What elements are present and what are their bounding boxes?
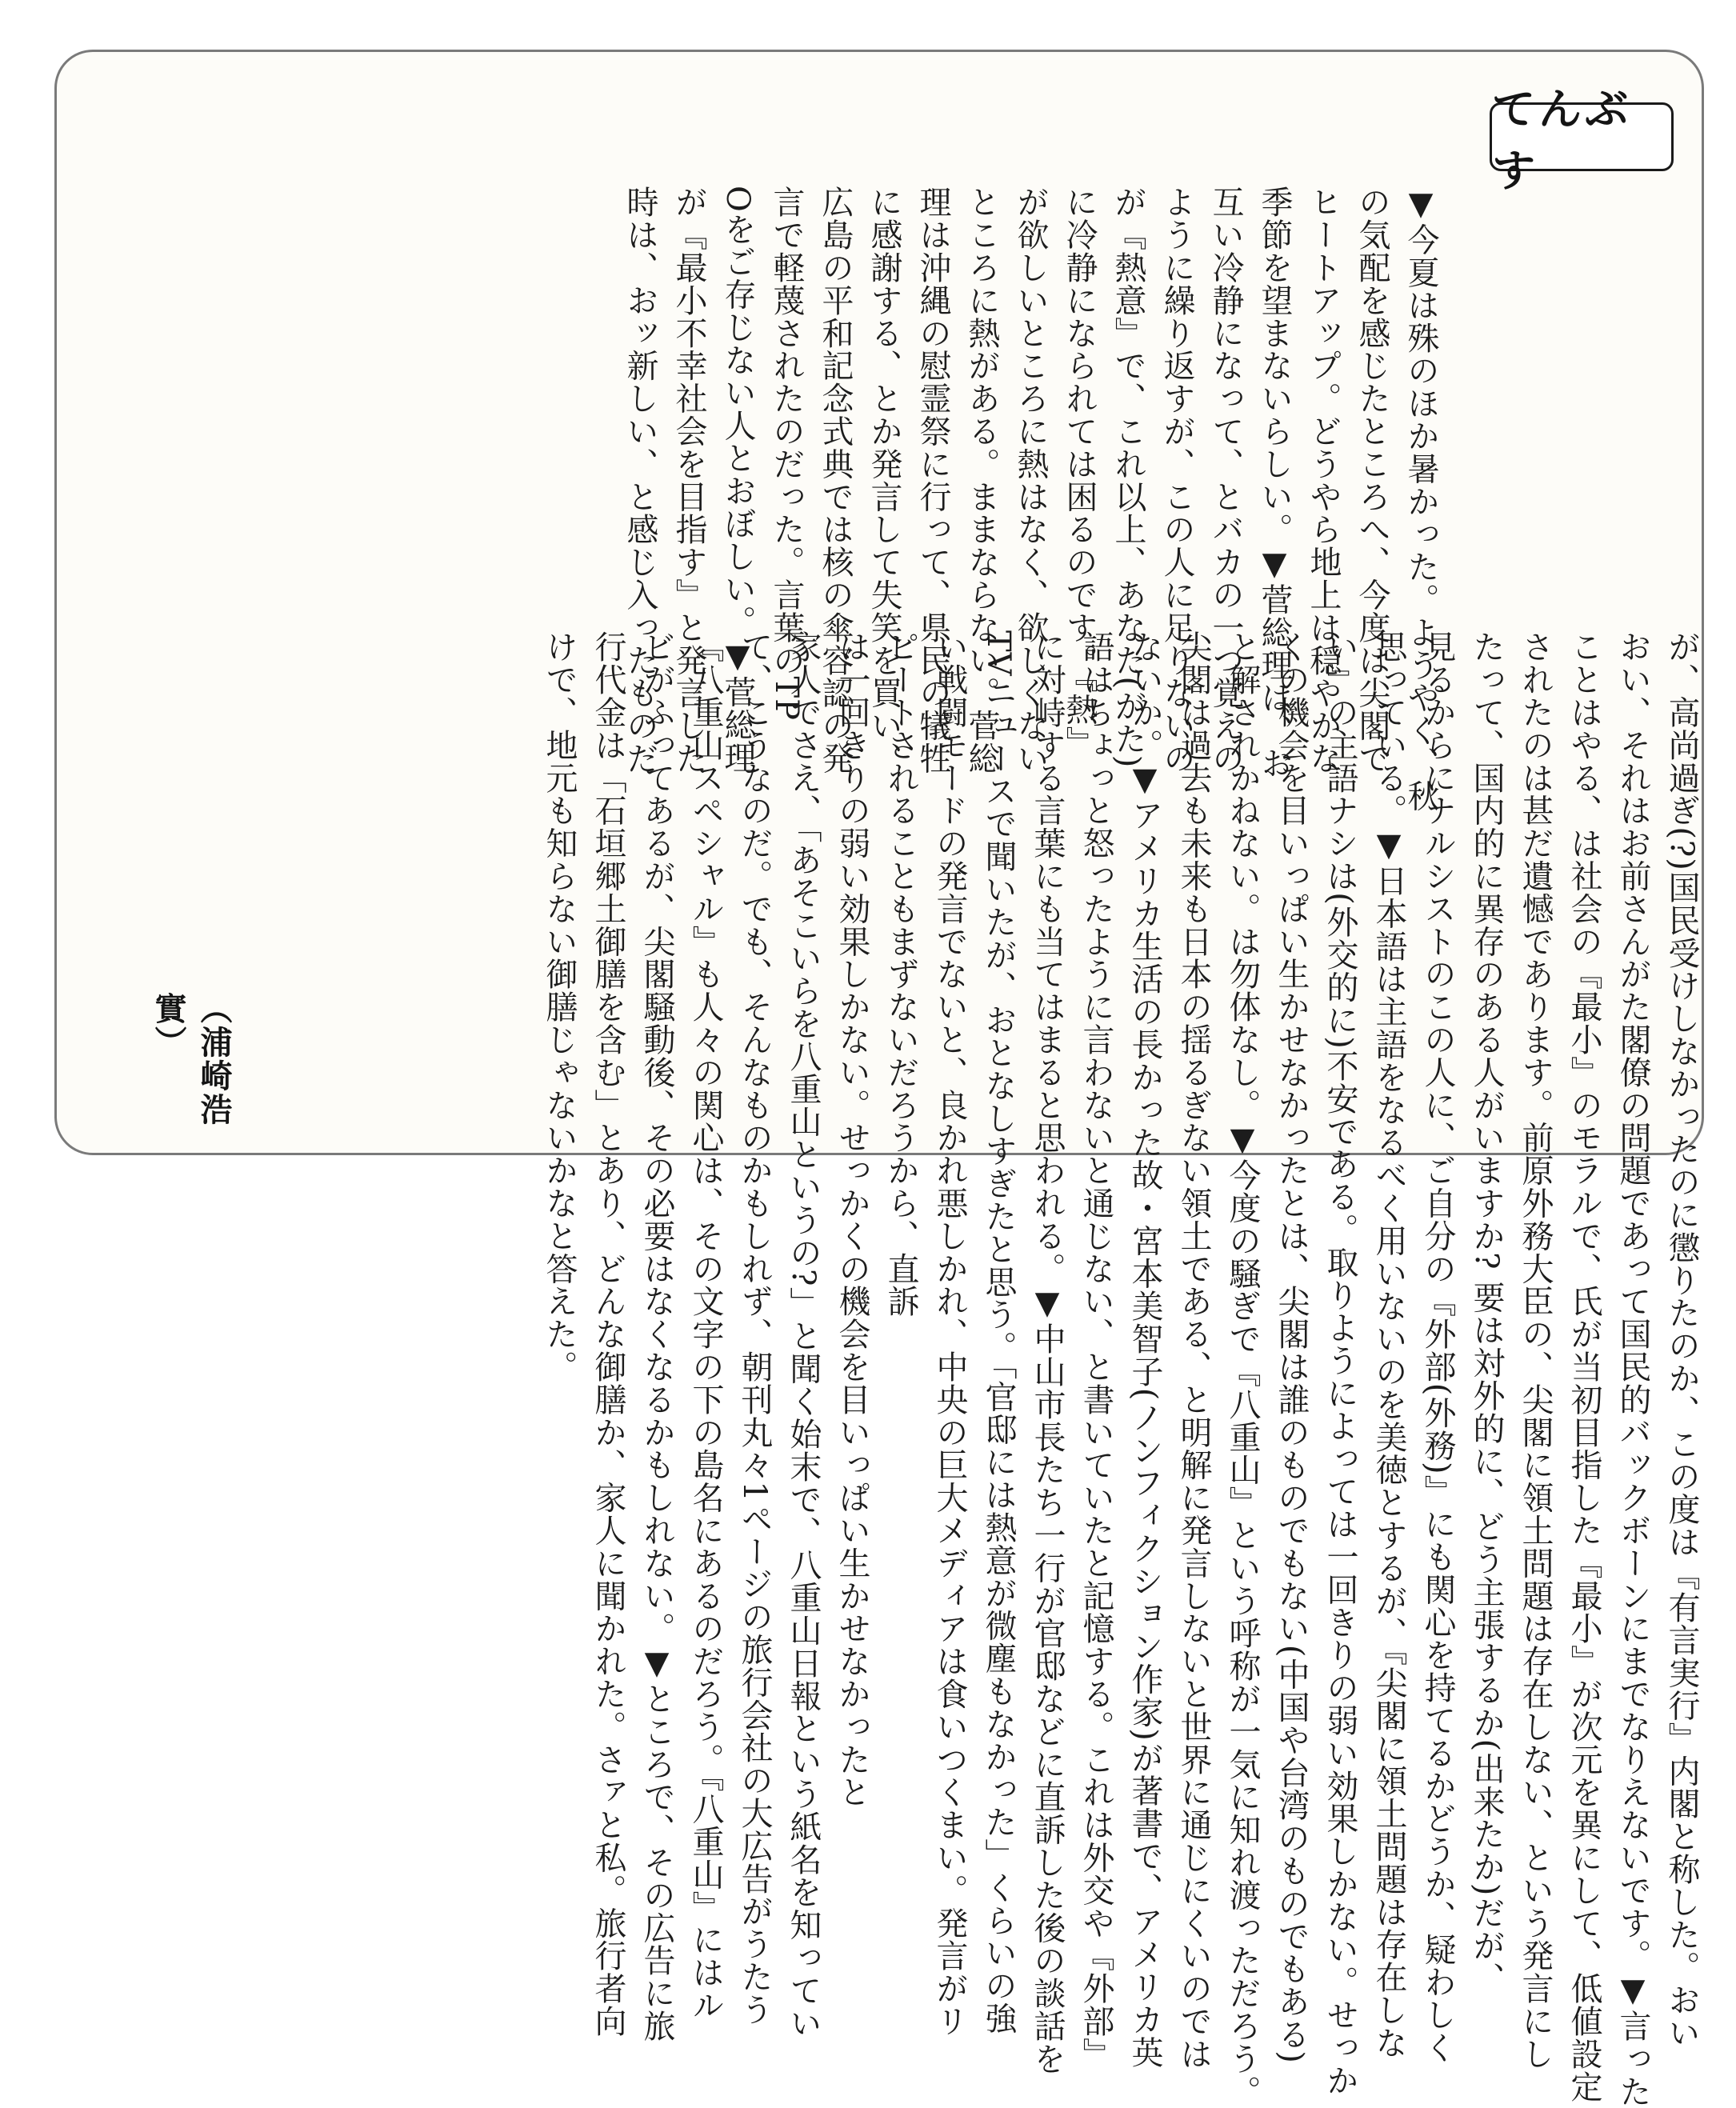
text-column: ヒートアップ。どうやら地上は穏やかな [1305, 186, 1342, 775]
text-column: ピートされることもまずないだろうから、直訴 [882, 630, 919, 1318]
text-column: 時は、おッ新しい、と感じ入ったものだ [622, 186, 658, 775]
text-column: ように繰り返すが、この人に足りないの [1158, 186, 1195, 775]
text-column: くの機会を目いっぱい生かせなかったとは、尖閣は誰のものでもない(中国や台湾のものでもある) [1273, 630, 1310, 2064]
column-title: てんぶす [1490, 102, 1674, 171]
text-column: 見るからにナルシストのこの人に、ご自分の『外部(外務)』にも関心を持てるかどうか、疑わしく [1419, 630, 1456, 2064]
text-column: TVニュースで聞いたが、おとなしすぎたと思う。「官邸には熱意が微塵もなかった」くらいの強 [980, 630, 1017, 2035]
top-tier-text [622, 186, 1445, 813]
text-column: い』の主語ナシは(外交的に)不安である。取りようによっては一回きりの弱い効果しかない。せっか [1322, 630, 1358, 2097]
text-column: い戦闘モードの発言でないと、良かれ悪しかれ、中央の巨大メディアは食いつくまい。発言がリ [931, 630, 968, 2038]
text-column: けで、地元も知らない御膳じゃないかなと答えた。 [541, 630, 578, 1383]
text-column: おい、それはお前さんがた閣僚の問題であって国民的バックボーンにまでなりえないです。▼言った [1614, 630, 1651, 2108]
author-byline: （浦崎浩實） [150, 992, 232, 1126]
text-column: されたのは甚だ遺憾であります。前原外務大臣の、尖閣に領土問題は存在しない、という発言にし [1517, 630, 1554, 2070]
text-column: ▼今夏は殊のほか暑かった。ようやく、秋 [1402, 186, 1439, 813]
text-column: が欲しいところに熱はなく、欲しくない [1012, 186, 1049, 775]
text-column: 『八重山スペシャル』も人々の関心は、その文字の下の島名にあるのだろう。『八重山』にはル [687, 630, 724, 2022]
text-column: に対峙する言葉にも当てはまると思われる。▼中山市長たち一行が官邸などに直訴した後の談話を [1029, 630, 1066, 2075]
text-column: に冷静になられては困るのです。『熱』 [1061, 186, 1098, 759]
text-column: 家人でさえ、「あそこいらを八重山というの?」と聞く始末で、八重山日報という紙名を知ってい [785, 630, 822, 2040]
text-column: たって、国内的に異存のある人がいますか? 要は対外的に、どう主張するか(出来たか)だが、 [1468, 630, 1505, 1994]
text-column: Oをご存じない人とおぼしい。▼菅総理 [719, 186, 756, 774]
text-column: て、こうなのだ。でも、そんなものかもしれず、朝刊丸々1ページの旅行会社の大広告がうたう [736, 630, 773, 2026]
text-column: の気配を感じたところへ、今度は尖閣で [1354, 186, 1390, 775]
text-column: 理は沖縄の慰霊祭に行って、県民の犠牲 [914, 186, 951, 775]
text-column: 広島の平和記念式典では核の傘容認の発 [817, 186, 854, 775]
text-column: は一回きりの弱い効果しかない。せっかくの機会を目いっぱい生かせなかったと [834, 630, 870, 1809]
text-column: が『熱意』で、これ以上、あなた(がた) [1110, 186, 1146, 769]
text-column: 互い冷静になって、とバカの一つ覚えの [1207, 186, 1244, 775]
text-column: 尖閣は過去も未来も日本の揺るぎない領土である、と明解に発言しないと世界に通じにくいのでは [1175, 630, 1212, 2070]
text-column: ないか。▼アメリカ生活の長かった故・宮本美智子(ノンフィクション作家)が著書で、アメリカ英 [1126, 630, 1163, 2069]
second-tier-text [346, 630, 1706, 2108]
text-column: が『最小不幸社会を目指す』と発言した [670, 186, 707, 775]
text-column: 季節を望まないらしい。▼菅総理は、お [1256, 186, 1293, 780]
text-column: ビがふってあるが、尖閣騒動後、その必要はなくなるかもしれない。▼ところで、その広告に旅 [638, 630, 675, 2042]
text-column: に感謝する、とか発言して失笑を買い、 [866, 186, 902, 775]
text-column: ことはやる、は社会の『最小』のモラルで、氏が当初目指した『最小』が次元を異にして、低値設定 [1566, 630, 1602, 2103]
text-column: 行代金は「石垣郷土御膳を含む」とあり、どんな御膳か、家人に聞かれた。さァと私。旅行者向 [590, 630, 626, 2038]
text-column: 言で軽蔑されたのだった。言葉のTP [768, 186, 805, 721]
text-column: 思っている。▼日本語は主語をなるべく用いないのを美徳とするが、『尖閣に領土問題は存在しな [1370, 630, 1407, 2059]
text-column: 語はちょっと怒ったように言わないと通じない、と書いていたと記憶する。これは外交や『外部』 [1078, 630, 1114, 2070]
text-column: ところに熱がある。ままならない。菅総 [963, 186, 1000, 775]
text-column: が、高尚過ぎ(?)国民受けしなかったのに懲りたのか、この度は『有言実行』内閣と称した。おい [1663, 630, 1700, 2050]
text-column: と解されかねない。は勿体なし。▼今度の騒ぎで『八重山』という呼称が一気に知れ渡っただろう。 [1224, 630, 1261, 2108]
